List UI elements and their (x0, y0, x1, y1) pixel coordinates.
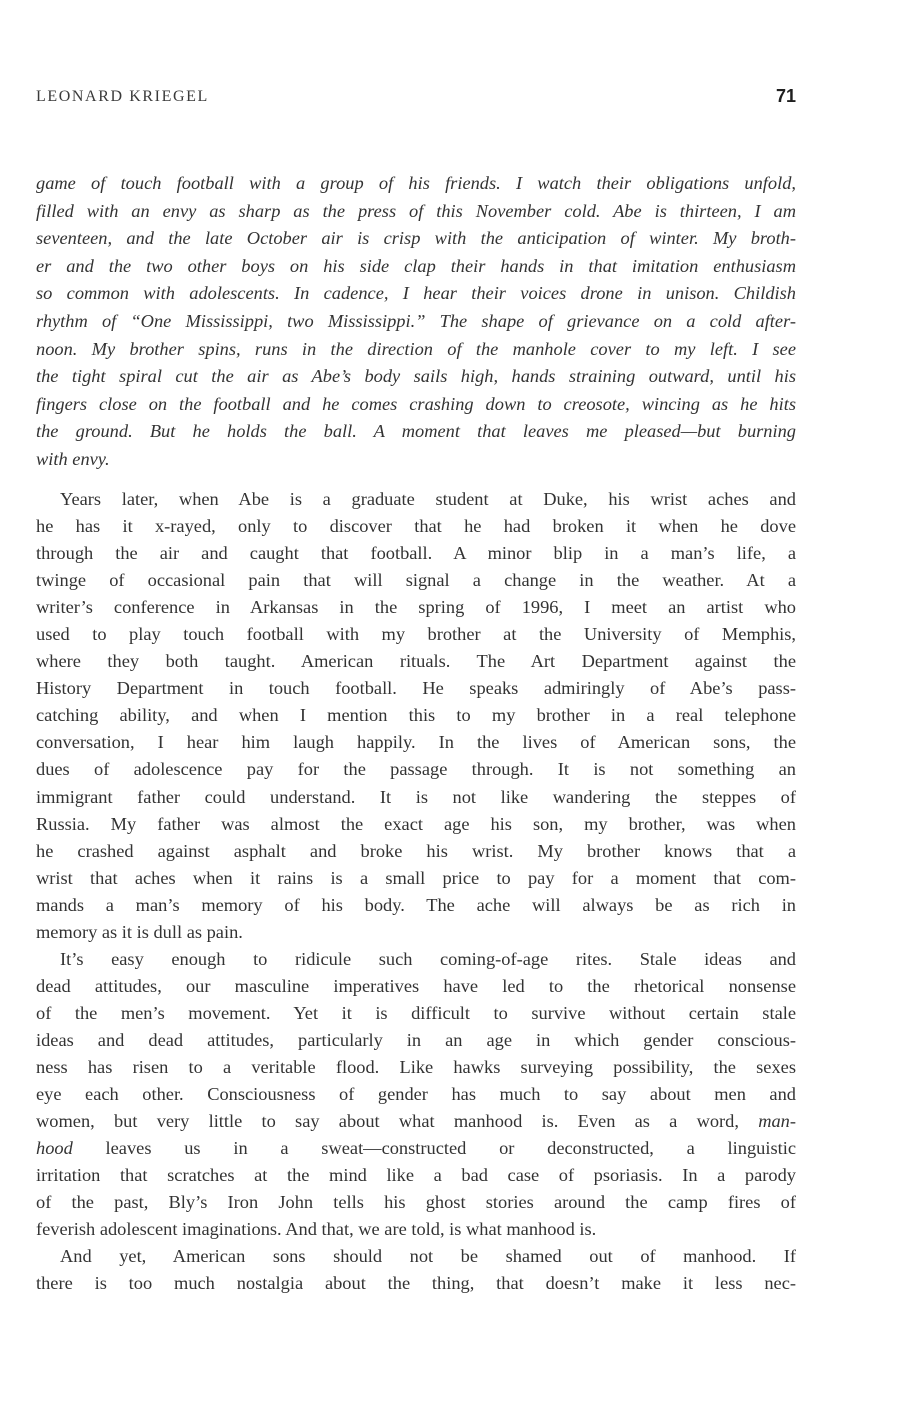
text-line: It’s easy enough to ridicule such coming-of-age rites. Stale ideas and (60, 948, 796, 969)
text-line: History Department in touch football. He speaks admiringly of Abe’s pass- (36, 678, 796, 699)
text-line: twinge of occasional pain that will signal a change in the weather. At a (36, 570, 796, 591)
text-line: catching ability, and when I mention this to my brother in a real telephone (36, 705, 796, 726)
paragraph (36, 946, 796, 1244)
text-line: conversation, I hear him laugh happily. In the lives of American sons, the (36, 732, 796, 753)
text-line: feverish adolescent imaginations. And that, we are told, is what manhood is. (36, 1219, 597, 1240)
italic-passage (36, 170, 796, 474)
text-line: there is too much nostalgia about the thing, that doesn’t make it less nec- (36, 1273, 796, 1294)
text-line: through the air and caught that football. A minor blip in a man’s life, a (36, 543, 796, 564)
text-line: Years later, when Abe is a graduate student at Duke, his wrist aches and (60, 489, 796, 509)
text-line: wrist that aches when it rains is a small price to pay for a moment that com- (36, 867, 796, 888)
line-text: women, but very little to say about what manhood is. Even as a word, (36, 1111, 739, 1132)
text-line: And yet, American sons should not be shamed out of manhood. If (60, 1246, 796, 1267)
text-line: he crashed against asphalt and broke his wrist. My brother knows that a (36, 840, 796, 861)
text-line: where they both taught. American rituals. The Art Department against the (36, 651, 796, 672)
body-text (36, 486, 796, 1297)
text-line: with envy. (36, 448, 110, 469)
line-text: leaves us in a sweat—constructed or deconstructed, a linguistic (72, 1138, 796, 1159)
paragraph (36, 486, 796, 946)
text-line (36, 1108, 796, 1135)
text-line: immigrant father could understand. It is not like wandering the steppes of (36, 786, 796, 807)
text-line: of the men’s movement. Yet it is difficult to survive without certain stale (36, 1002, 796, 1023)
text-line (36, 1135, 796, 1162)
text-line: dead attitudes, our masculine imperatives have led to the rhetorical nonsense (36, 975, 796, 996)
text-line: of the past, Bly’s Iron John tells his ghost stories around the camp fires of (36, 1192, 796, 1213)
text-line: so common with adolescents. In cadence, I hear their voices drone in unison. Childish (36, 283, 796, 304)
running-head-author: LEONARD KRIEGEL (36, 88, 209, 105)
text-line: filled with an envy as sharp as the press of this November cold. Abe is thirteen, I am (36, 200, 796, 221)
text-line: ness has risen to a veritable flood. Like hawks surveying possibility, the sexes (36, 1056, 796, 1077)
text-line: writer’s conference in Arkansas in the spring of 1996, I meet an artist who (36, 597, 796, 618)
text-line: Russia. My father was almost the exact age his son, my brother, was when (36, 813, 796, 834)
italic-word: man- (758, 1111, 796, 1132)
text-line: used to play touch football with my brother at the University of Memphis, (36, 624, 796, 645)
text-line: noon. My brother spins, runs in the direction of the manhole cover to my left. I see (36, 338, 796, 359)
text-line: game of touch football with a group of his friends. I watch their obligations unfold, (36, 173, 796, 193)
italic-word: hood (36, 1138, 73, 1159)
text-line: memory as it is dull as pain. (36, 921, 243, 942)
page-number: 71 (775, 86, 796, 106)
text-line: rhythm of “One Mississippi, two Mississippi.” The shape of grievance on a cold after- (36, 310, 796, 331)
text-line: irritation that scratches at the mind like a bad case of psoriasis. In a parody (36, 1165, 796, 1186)
text-line: ideas and dead attitudes, particularly in an age in which gender conscious- (36, 1029, 796, 1050)
text-line: eye each other. Consciousness of gender has much to say about men and (36, 1084, 796, 1105)
text-line: er and the two other boys on his side clap their hands in that imitation enthusiasm (36, 255, 796, 276)
text-line: fingers close on the football and he comes crashing down to creosote, wincing as he hits (36, 393, 796, 414)
text-line: mands a man’s memory of his body. The ache will always be as rich in (36, 894, 796, 915)
text-line: he has it x-rayed, only to discover that he had broken it when he dove (36, 516, 796, 537)
paragraph (36, 1243, 796, 1297)
text-line: seventeen, and the late October air is crisp with the anticipation of winter. My broth- (36, 228, 796, 249)
running-head (36, 88, 796, 112)
text-line: dues of adolescence pay for the passage through. It is not something an (36, 759, 796, 780)
text-line: the tight spiral cut the air as Abe’s body sails high, hands straining outward, until his (36, 366, 796, 387)
text-line: the ground. But he holds the ball. A moment that leaves me pleased—but burning (36, 421, 796, 442)
